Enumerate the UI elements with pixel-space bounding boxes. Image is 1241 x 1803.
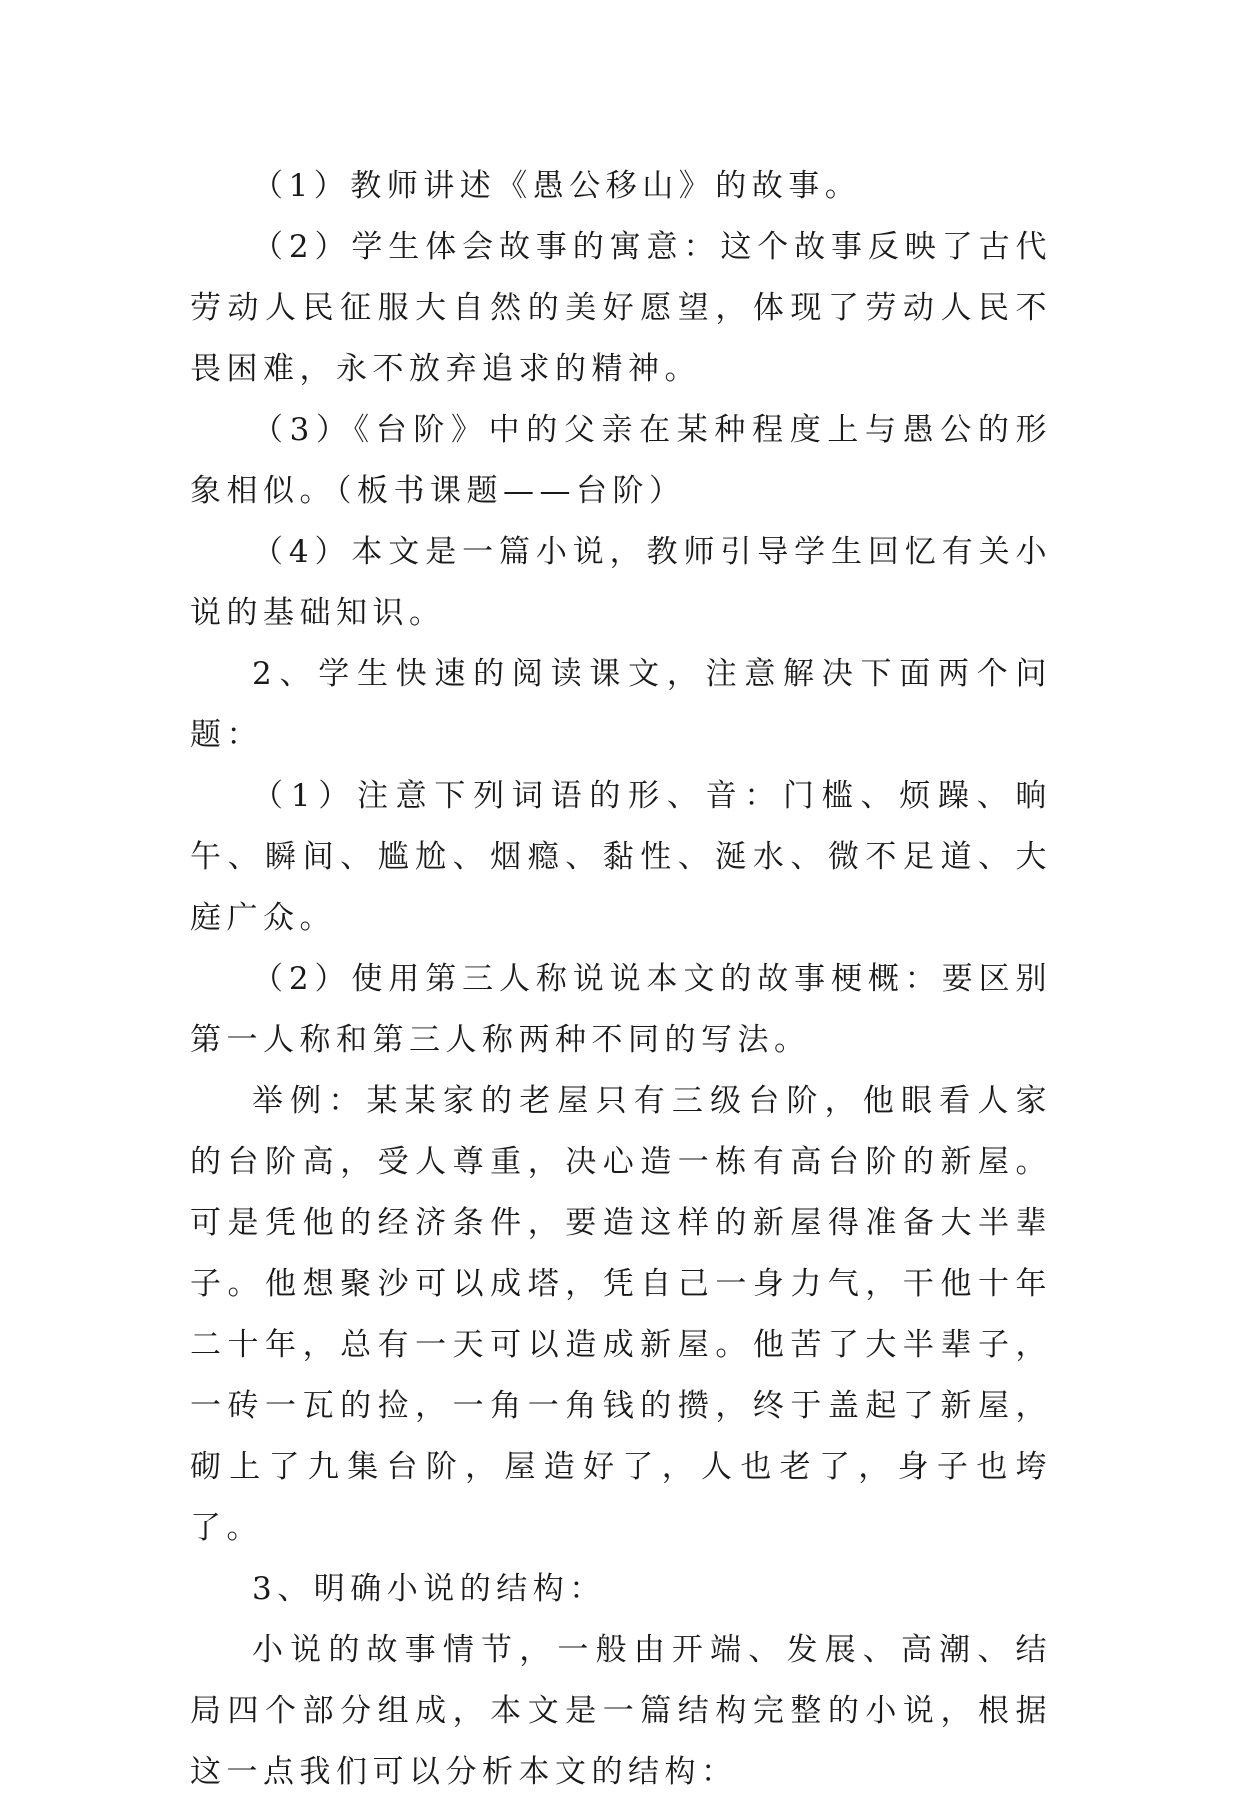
paragraph-1-2: （2）学生体会故事的寓意：这个故事反映了古代劳动人民征服大自然的美好愿望，体现了劳动人民不畏困难，永不放弃追求的精神。 [190,229,1052,387]
paragraph-1-4: （4）本文是一篇小说，教师引导学生回忆有关小说的基础知识。 [190,534,1052,631]
document-body [190,156,1052,1803]
paragraph-structure: 小说的故事情节，一般由开端、发展、高潮、结局四个部分组成，本文是一篇结构完整的小说，根据这一点我们可以分析本文的结构： [190,1632,1052,1790]
paragraph-example: 举例：某某家的老屋只有三级台阶，他眼看人家的台阶高，受人尊重，决心造一栋有高台阶的新屋。可是凭他的经济条件，要造这样的新屋得准备大半辈子。他想聚沙可以成塔，凭自己一身力气，干他十年二十年，总有一天可以造成新屋。他苦了大半辈子，一砖一瓦的捡，一角一角钱的攒，终于盖起了新屋，砌上了九集台阶，屋造好了，人也老了，身子也垮了。 [190,1083,1052,1546]
paragraph-2-2: （2）使用第三人称说说本文的故事梗概：要区别第一人称和第三人称两种不同的写法。 [190,961,1052,1058]
paragraph-section-2: 2、学生快速的阅读课文，注意解决下面两个问题： [190,656,1052,753]
paragraph-2-1: （1）注意下列词语的形、音：门槛、烦躁、晌午、瞬间、尴尬、烟瘾、黏性、涎水、微不足道、大庭广众。 [190,778,1052,936]
paragraph-1-1: （1）教师讲述《愚公移山》的故事。 [252,168,862,204]
paragraph-section-3: 3、明确小说的结构： [252,1571,606,1607]
paragraph-1-3: （3）《台阶》中的父亲在某种程度上与愚公的形象相似。（板书课题——台阶） [190,412,1052,509]
